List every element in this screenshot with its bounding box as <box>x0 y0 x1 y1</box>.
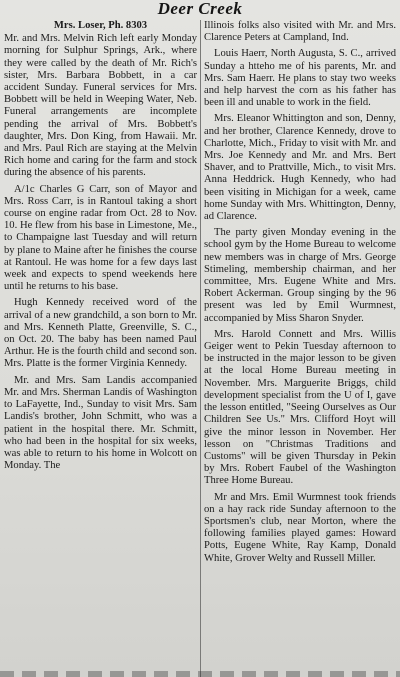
left-column <box>4 20 197 476</box>
article-paragraph: Mr. and Mrs. Sam Landis accompanied Mr. and Mrs. Sherman Landis of Washington to LaFayette, Ind., Sunday to visit Mrs. Sam Landis's brother, John Schmitt, who was a patient in the hospital there. Mr. Schmitt, who had been in the hospital for six weeks, was able to return to his home in Wolcott on Monday. The <box>4 374 197 472</box>
column-divider <box>200 20 201 677</box>
article-paragraph: Illinois folks also visited with Mr. and Mrs. Clarence Peters at Campland, Ind. <box>204 20 396 44</box>
article-paragraph: Mr and Mrs. Emil Wurmnest took friends on a hay rack ride Sunday afternoon to the Sportsmen's club, near Morton, where the following families played games: Howard Potts, Eugene White, Ray Kamp, Donald White, Grover Welty and Russell Miller. <box>204 491 396 564</box>
article-paragraph: Hugh Kennedy received word of the arrival of a new grandchild, a son born to Mr. and Mrs. Kenneth Platte, Greenville, S. C., on Oct. 20. The baby has been named Paul Arthur. He is the fourth child and second son. Mrs. Platte is the former Virginia Kennedy. <box>4 297 198 370</box>
article-paragraph: The party given Monday evening in the school gym by the Home Bureau to welcome new members was in charge of Mrs. George Stimeling, membership chairman, and her committee, Mrs. Eugene White and Mrs. Robert Ackerman. Group singing by the 96 present was led by Emil Wurmnest, accompanied by Miss Sharon Snyder. <box>204 227 396 324</box>
correspondent-byline: Mrs. Loser, Ph. 8303 <box>53 20 148 31</box>
article-paragraph: Louis Haerr, North Augusta, S. C., arrived Sunday a htteho me of his parents, Mr. and Mrs. Sam Haerr. He plans to stay two weeks and help harvest the corn as his father has been ill and unable to work in the field. <box>204 48 396 109</box>
masthead-title: Deer Creek <box>157 0 243 18</box>
column-masthead <box>0 0 400 18</box>
article-paragraph: A/1c Charles G Carr, son of Mayor and Mrs. Ross Carr, is in Rantoul taking a short course on engine radar from Oct. 28 to Nov. 10. He flew from his base in Limestone, Me., to Champaigne last Tuesday and will return by plane to Maine after he finishes the course at Rantoul. He was home for a few days last week and expects to spend weekends here until he returns to his base. <box>4 183 197 293</box>
article-paragraph: Mr. and Mrs. Melvin Rich left early Monday morning for Sulphur Springs, Ark., where they were called by the death of Mr. Rich's sister, Mrs. Barbara Bobbett, in a car accident Sunday. Funeral services for Mrs. Bobbett will be held in Weeping Water, Neb. Funeral arrangements are incomplete pending the arrival of Mrs. Bobbett's daughter, Mrs. Don King, from Hawaii. Mr. and Mrs. Paul Rich are staying at the Melvin Rich home and caring for the farm and stock during the absence of his parents. <box>4 33 197 179</box>
article-paragraph: Mrs. Harold Connett and Mrs. Willis Geiger went to Pekin Tuesday afternoon to be instructed in the major lesson to be given at the local Home Bureau meeting in November. Mrs. Marguerite Briggs, child development specialist from the U of I, gave the lesson entitled, "Seeing Ourselves as Our Children See Us." Mrs. Clifford Hoyt will give the minor lesson in November. Her lesson on "Christmas Traditions and Customs" will be given Thursday in Pekin by Mrs. Robert Faubel of the Washington Three Home Bureau. <box>204 328 396 487</box>
article-paragraph: Mrs. Eleanor Whittington and son, Denny, and her brother, Clarence Kennedy, drove to Charlotte, Mich., Friday to visit with Mr. and Mrs. Joe Kennedy and Mr. and Mrs. Bert Shaver, and to Prattville, Mich., to visit Mrs. Anna Heddrick. Hugh Kennedy, who had been visiting in Michigan for a week, came home Sunday with Mrs. Whittington, Denny, ad Clarence. <box>204 113 396 223</box>
torn-bottom-edge <box>0 671 400 677</box>
right-column <box>204 20 396 569</box>
